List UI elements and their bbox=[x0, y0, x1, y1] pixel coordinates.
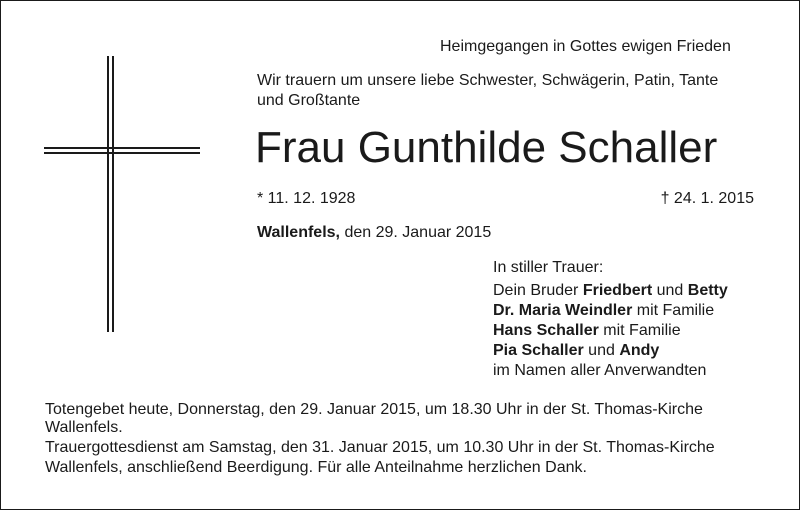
mourner-line-1 bbox=[493, 281, 728, 301]
place: Wallenfels, bbox=[257, 224, 340, 241]
cross-icon bbox=[44, 56, 200, 332]
mourner-name: Pia Schaller bbox=[493, 342, 584, 359]
mourners-heading: In stiller Trauer: bbox=[493, 259, 604, 276]
mourner-line-4 bbox=[493, 341, 659, 361]
motto: Heimgegangen in Gottes ewigen Frieden bbox=[440, 38, 731, 55]
date: den 29. Januar 2015 bbox=[344, 224, 492, 241]
footer-line-3: Trauergottesdienst am Samstag, den 31. Januar 2015, um 10.30 Uhr in der St. Thomas-Kirche bbox=[45, 439, 715, 456]
mourner-name: Betty bbox=[687, 282, 728, 299]
mourner-name: Andy bbox=[619, 342, 660, 359]
intro-line-2: und Großtante bbox=[257, 92, 361, 109]
death-date: † 24. 1. 2015 bbox=[660, 190, 754, 207]
intro-line-1: Wir trauern um unsere liebe Schwester, Schwägerin, Patin, Tante bbox=[257, 72, 719, 89]
mourner-conjunction: und bbox=[583, 342, 620, 359]
mourner-name: Friedbert bbox=[582, 282, 653, 299]
footer-line-4: Wallenfels, anschließend Beerdigung. Für alle Anteilnahme herzlichen Dank. bbox=[45, 459, 587, 476]
mourner-suffix: mit Familie bbox=[598, 322, 681, 339]
footer-line-2: Wallenfels. bbox=[45, 419, 123, 436]
mourner-conjunction: und bbox=[652, 282, 688, 299]
footer-line-1: Totengebet heute, Donnerstag, den 29. Januar 2015, um 18.30 Uhr in der St. Thomas-Kirche bbox=[45, 401, 703, 418]
mourner-line-3 bbox=[493, 321, 681, 341]
mourner-line-2 bbox=[493, 301, 714, 321]
place-date-line bbox=[257, 223, 491, 243]
birth-date: * 11. 12. 1928 bbox=[257, 190, 356, 207]
mourner-name: Hans Schaller bbox=[493, 322, 599, 339]
mourner-suffix: mit Familie bbox=[632, 302, 715, 319]
mourner-name: Dr. Maria Weindler bbox=[493, 302, 633, 319]
deceased-name: Frau Gunthilde Schaller bbox=[255, 123, 718, 172]
mourner-relation: Dein Bruder bbox=[493, 282, 583, 299]
mourner-line-5: im Namen aller Anverwandten bbox=[493, 362, 707, 379]
